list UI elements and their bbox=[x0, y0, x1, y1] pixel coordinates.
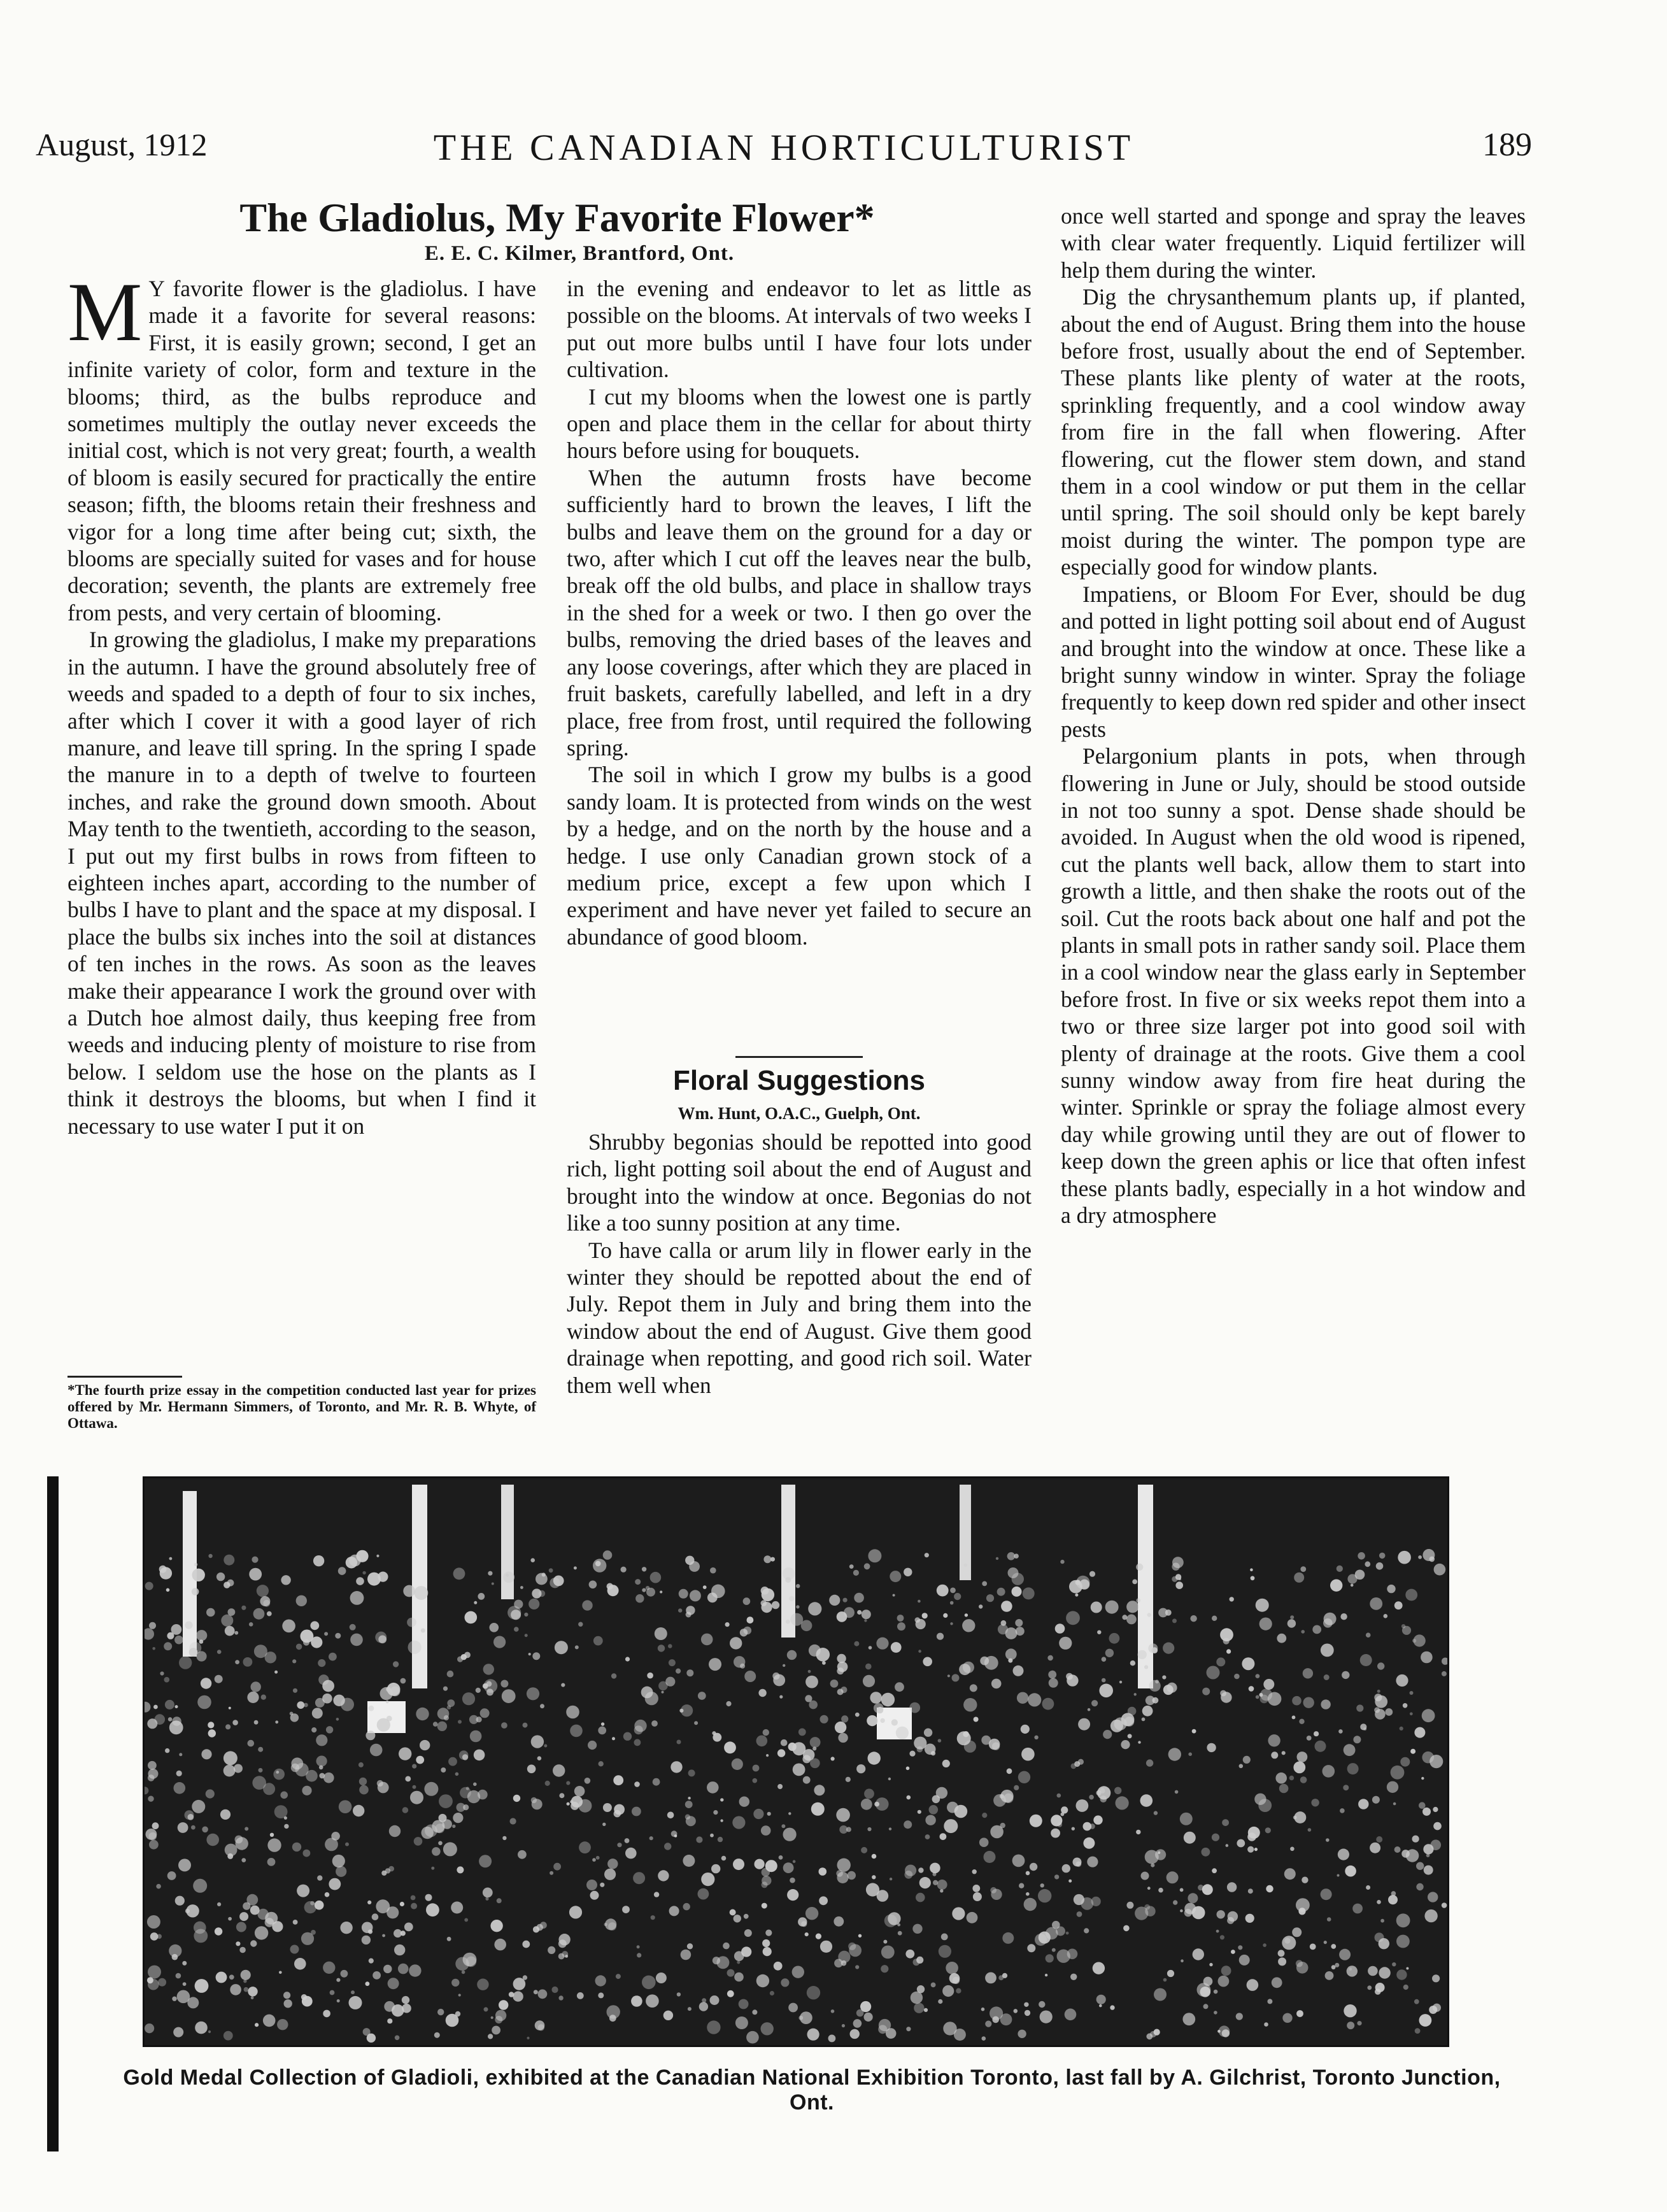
issue-date: August, 1912 bbox=[36, 127, 208, 162]
article-column-1 bbox=[67, 265, 536, 1139]
magazine-title: THE CANADIAN HORTICULTURIST bbox=[433, 127, 1135, 168]
paragraph: When the autumn frosts have become sufficiently hard to brown the leaves, I lift the bulbs and leave them on the ground for a day or two, after which I cut off the leaves near the bulb, break off the old bulbs, and place in shallow trays in the shed for a week or two. I then go over the bulbs, removing the dried bases of the leaves and any loose coverings, after which they are placed in fruit baskets, carefully labelled, and left in a dry place, free from frost, until required the following spring. bbox=[567, 464, 1032, 760]
paragraph: Shrubby begonias should be repotted into good rich, light potting soil about the end of August and brought into the window at once. Begonias do not like a too sunny position at any time. bbox=[567, 1129, 1032, 1236]
drop-cap: M bbox=[67, 265, 143, 359]
paragraph: M Y favorite flower is the gladiolus. I have made it a favorite for several reasons: First, it is easily grown; second, I get an infinite variety of color, form and texture in the blooms; third, as the bulbs reproduce and sometimes multiply the outlay never exceeds the initial cost, which is not very great; fourth, a wealth of bloom is easily secured for practically the entire season; fifth, the blooms retain their freshness and vigor for a long time after being cut; sixth, the blooms are specially suited for vases and for house decoration; seventh, the plants are extremely free from pests, and very certain of blooming. bbox=[67, 265, 536, 625]
paragraph: Pelargonium plants in pots, when through flowering in June or July, should be stood outside in not too sunny a spot. Dense shade should be avoided. In August when the old wood is ripened, cut the plants well back, allow them to start into growth a little, and then shake the roots out of the soil. Cut the roots back about one half and pot the plants in small pots in rather sandy soil. Place them in a cool window near the glass early in September before frost. In five or six weeks repot them into a two or three size larger pot into good soil with plenty of drainage at the roots. Give them a cool sunny window away from fire heat during the winter. Sprinkle or spray the foliage almost every day while growing until they are out of flower to keep down the green aphis or lice that often infest these plants badly, especially in a hot window and a dry atmosphere bbox=[1061, 743, 1526, 1229]
photo-caption: Gold Medal Collection of Gladioli, exhibited at the Canadian National Exhibition Toronto, last fall by A. Gilchrist, Toronto Junction, Ont. bbox=[123, 2066, 1501, 2115]
footnote: *The fourth prize essay in the competition conducted last year for prizes offered by Mr. Hermann Simmers, of Toronto, and Mr. R. B. Whyte, of Ottawa. bbox=[67, 1382, 536, 1431]
article-column-2 bbox=[567, 275, 1032, 950]
gladioli-photo bbox=[143, 1476, 1449, 2047]
photo-image bbox=[145, 1478, 1447, 2045]
section-column-2 bbox=[567, 1129, 1032, 1399]
paragraph: The soil in which I grow my bulbs is a good sandy loam. It is protected from winds on the west by a hedge, and on the north by the house and a hedge. I use only Canadian grown stock of a medium price, except a few upon which I experiment and have never yet failed to secure an abundance of good bloom. bbox=[567, 762, 1032, 950]
margin-rule bbox=[47, 1476, 59, 2151]
paragraph: I cut my blooms when the lowest one is partly open and place them in the cellar for about thirty hours before using for bouquets. bbox=[567, 383, 1032, 464]
paragraph: Impatiens, or Bloom For Ever, should be dug and potted in light potting soil about end of August and brought into the window at once. These like a bright sunny window in winter. Spray the foliage frequently to keep down red spider and other insect pests bbox=[1061, 581, 1526, 742]
footnote-divider bbox=[67, 1376, 182, 1378]
paragraph: In growing the gladiolus, I make my preparations in the autumn. I have the ground absolutely free of weeds and spaded to a depth of four to six inches, after which I cover it with a good layer of rich manure, and leave till spring. In the spring I spade the manure in to a depth of twelve to fourteen inches, and rake the ground down smooth. About May tenth to the twentieth, according to the season, I put out my first bulbs in rows from fifteen to eighteen inches apart, according to the number of bulbs I have to plant and the space at my disposal. I place the bulbs six inches into the soil at distances of ten inches in the rows. As soon as the leaves make their appearance I work the ground over with a Dutch hoe almost daily, thus keeping free from weeds and inducing plenty of moisture to rise from below. I seldom use the hose on the plants as I think it destroys the blooms, but when I find it necessary to use water I put it on bbox=[67, 627, 536, 1139]
article-title: The Gladiolus, My Favorite Flower* bbox=[239, 195, 875, 240]
paragraph: in the evening and endeavor to let as little as possible on the blooms. At intervals of two weeks I put out more bulbs until I have four lots under cultivation. bbox=[567, 276, 1032, 383]
page-header bbox=[36, 126, 1532, 177]
paragraph: once well started and sponge and spray the leaves with clear water frequently. Liquid fertilizer will help them during the winter. bbox=[1061, 203, 1526, 283]
section-divider bbox=[735, 1056, 863, 1058]
article-column-3 bbox=[1061, 203, 1526, 1229]
article-byline: E. E. C. Kilmer, Brantford, Ont. bbox=[424, 242, 735, 265]
section-title: Floral Suggestions bbox=[672, 1065, 926, 1096]
section-byline: Wm. Hunt, O.A.C., Guelph, Ont. bbox=[677, 1104, 921, 1123]
page-number: 189 bbox=[1482, 127, 1532, 163]
paragraph: Dig the chrysanthemum plants up, if planted, about the end of August. Bring them into the house before frost, usually about the end of September. These plants like plenty of water at the roots, sprinkling frequently, and a cool window away from fire in the fall when flowering. After flowering, cut the flower stem down, and stand them in a cool window or put them in the cellar until spring. The soil should only be kept barely moist during the winter. The pompon type are especially good for window plants. bbox=[1061, 284, 1526, 580]
paragraph: To have calla or arum lily in flower early in the winter they should be repotted about the end of July. Repot them in July and bring them into the window about the end of August. Give them good drainage when repotting, and good rich soil. Water them well when bbox=[567, 1237, 1032, 1398]
